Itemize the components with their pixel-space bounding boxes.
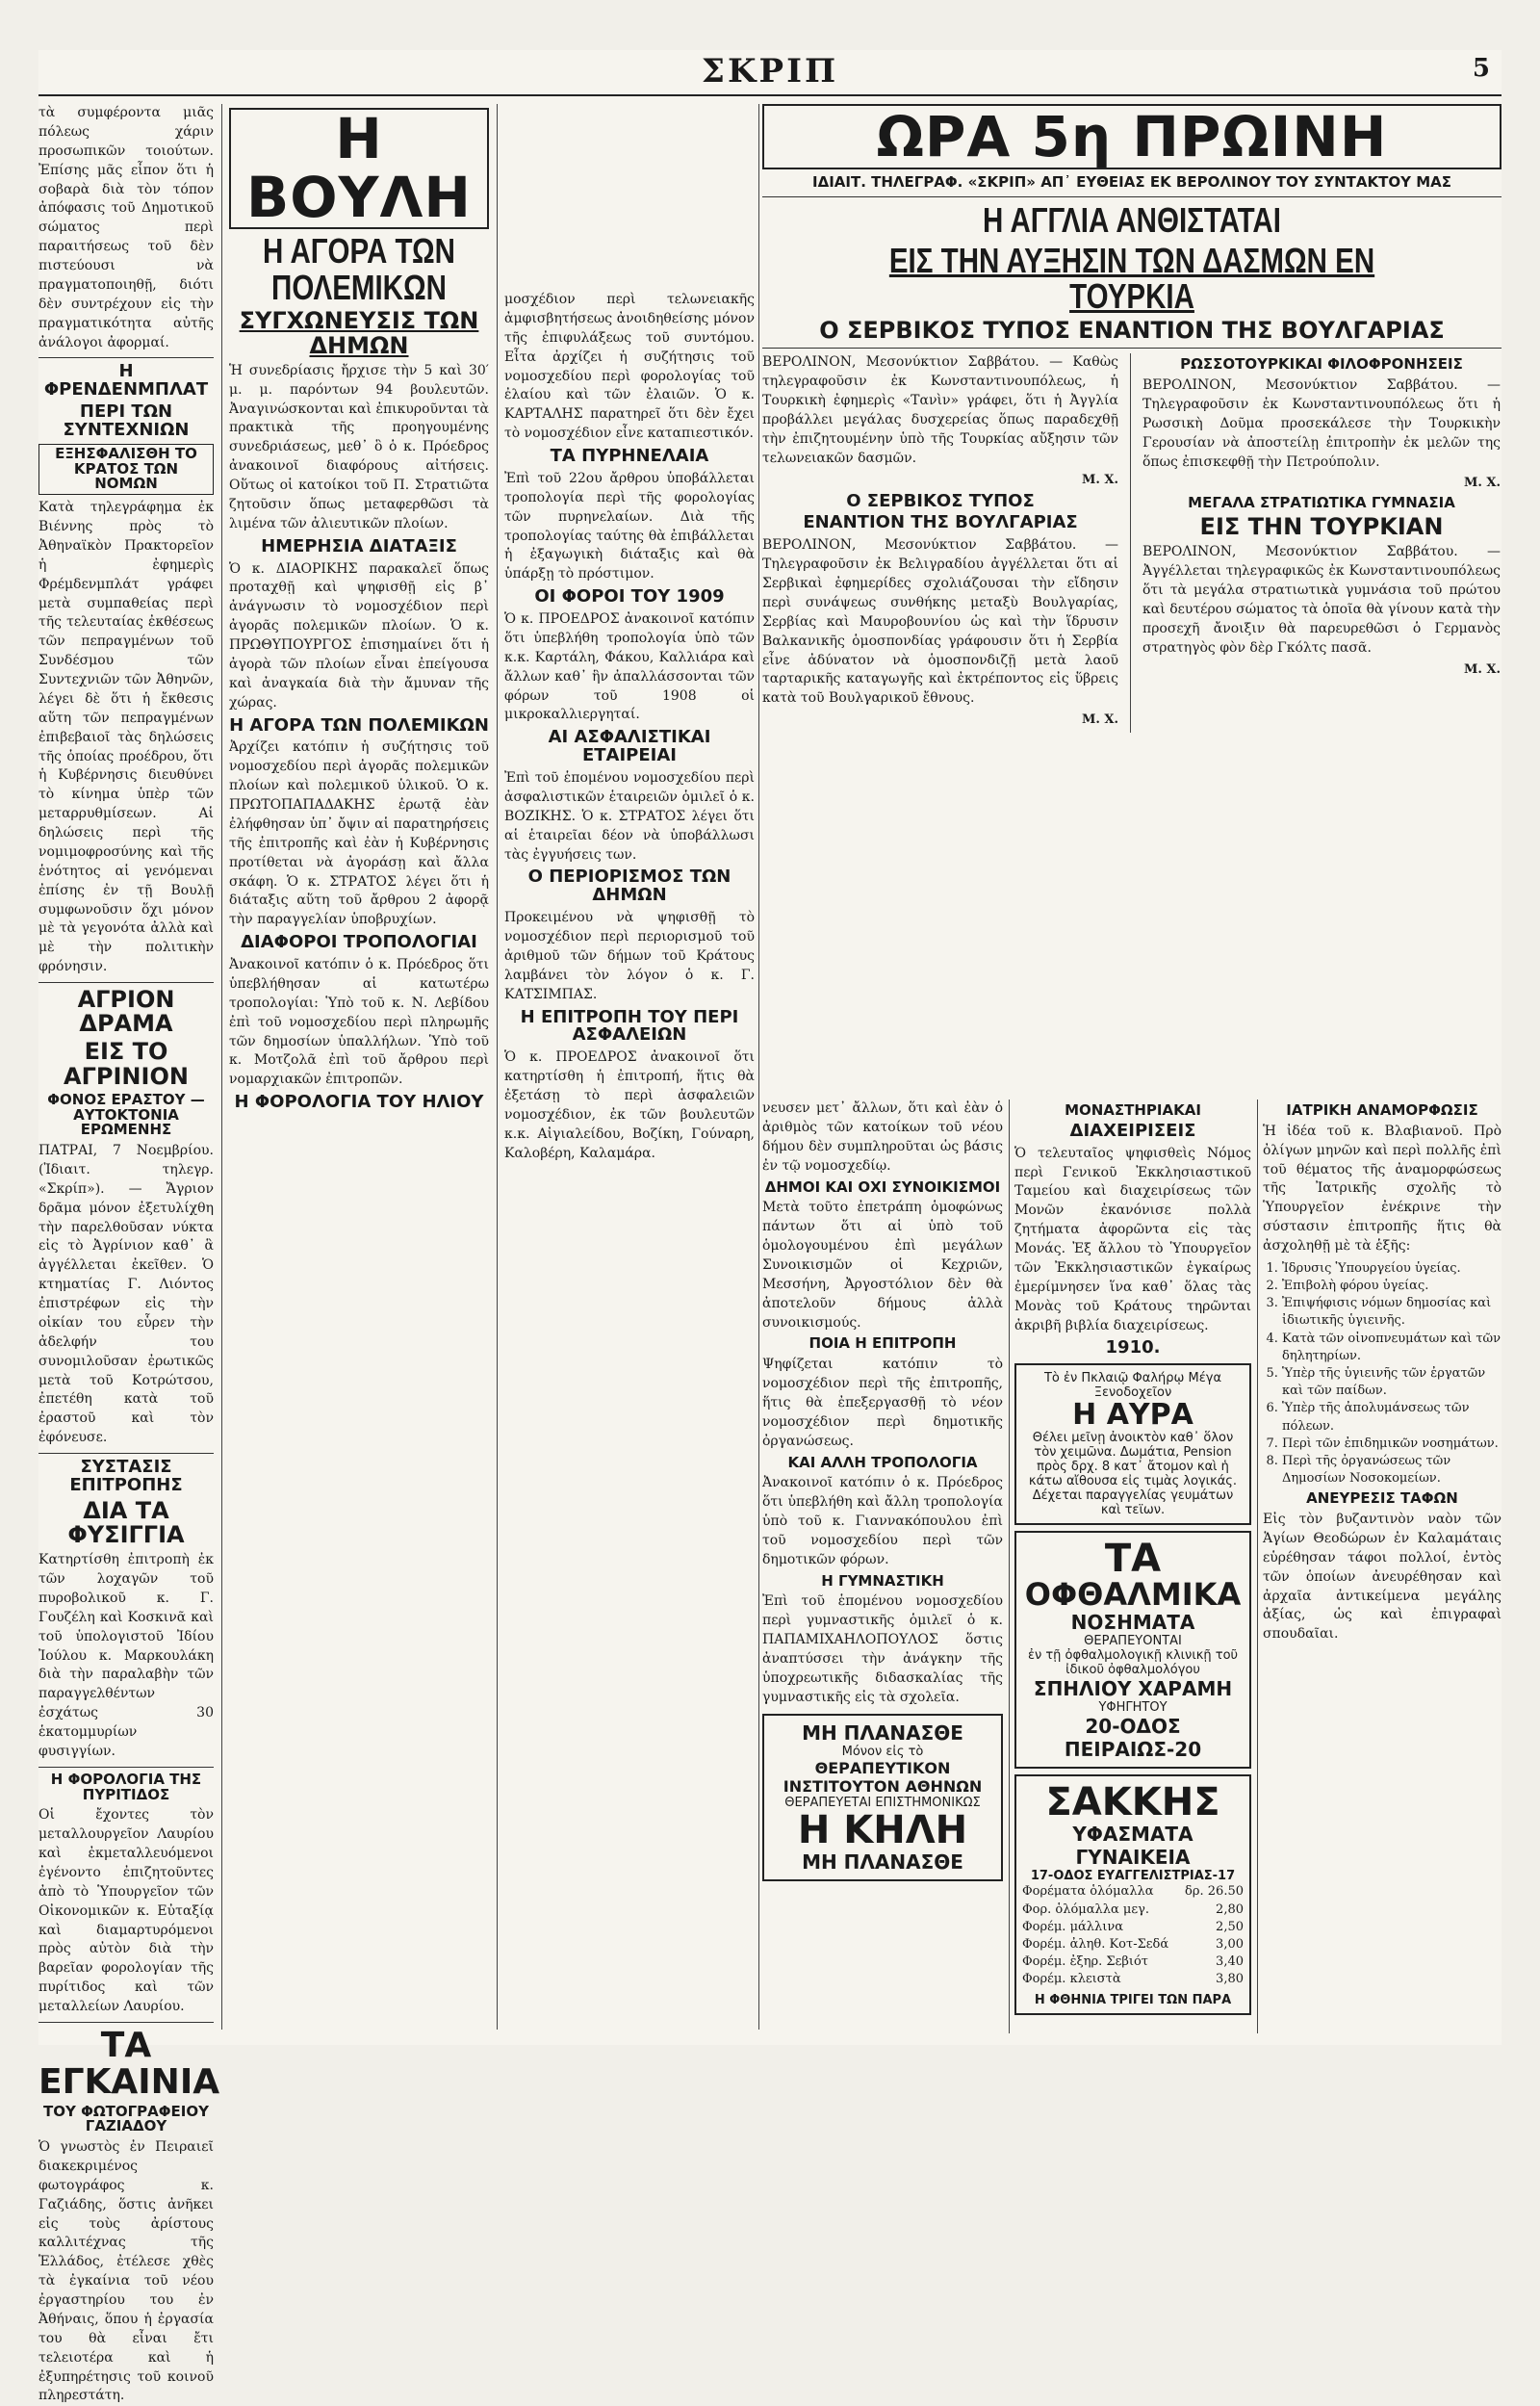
article-text: Ὁ γνωστὸς ἐν Πειραιεῖ διακεκριμένος φωτογράφος κ. Γαζιάδης, ὅστις ἀνῆκει εἰς τοὺς ἀρίστους καλλιτέχνας τῆς Ἑλλάδος, ἐτέλεσε χθὲς τὰ ἐγκαίνια τοῦ νέου ἐργαστηρίου του ἐν Ἀθήναις, ὅπου ἡ ἐργασία του θὰ εἶναι ἔτι τελειοτέρα καὶ ἡ ἐξυπηρέτησις τοῦ κοινοῦ πληρεστάτη. — [38, 2139, 214, 2404]
headline: Η ΓΥΜΝΑΣΤΙΚΗ — [821, 1571, 944, 1590]
subheadline: ΦΟΝΟΣ ΕΡΑΣΤΟΥ — ΑΥΤΟΚΤΟΝΙΑ ΕΡΩΜΕΝΗΣ — [47, 1090, 205, 1139]
list-item: 7. Περὶ τῶν ἐπιδημικῶν νοσημάτων. — [1282, 1436, 1502, 1453]
column-6 — [1014, 1100, 1251, 2033]
price-value: 3,00 — [1216, 1936, 1244, 1952]
main-headline: ΕΙΣ ΤΗΝ ΑΥΞΗΣΙΝ ΤΩΝ ΔΑΣΜΩΝ ΕΝ ΤΟΥΡΚΙΑ — [888, 240, 1375, 317]
divider — [38, 357, 214, 358]
subheadline: ΕΞΗΣΦΑΛΙΣΘΗ ΤΟ ΚΡΑΤΟΣ ΤΩΝ ΝΟΜΩΝ — [38, 444, 214, 495]
breaking-right — [1142, 353, 1501, 733]
price-row — [1022, 1971, 1244, 1988]
price-value: 3,80 — [1216, 1972, 1244, 1987]
ad-text: 20-ΟΔΟΣ ΠΕΙΡΑΙΩΣ-20 — [1064, 1715, 1202, 1762]
headline: ΜΟΝΑΣΤΗΡΙΑΚΑΙ — [1065, 1101, 1201, 1119]
headline: Η ΕΠΙΤΡΟΠΗ ΤΟΥ ΠΕΡΙ ΑΣΦΑΛΕΙΩΝ — [520, 1006, 739, 1046]
section-title: Η ΒΟΥΛΗ — [229, 108, 489, 229]
column-rule — [1257, 1100, 1258, 2033]
ad-text: Μόνον εἰς τὸ — [841, 1744, 924, 1759]
headline: ΑΙ ΑΣΦΑΛΙΣΤΙΚΑΙ ΕΤΑΙΡΕΙΑΙ — [548, 727, 711, 766]
article-text: Ἀρχίζει κατόπιν ἡ συζήτησις τοῦ νομοσχεδίου περὶ ἀγορᾶς πολεμικῶν πλοίων καὶ πολεμικοῦ ὑλικοῦ. Ὁ κ. ΠΡΩΤΟΠΑΠΑΔΑΚΗΣ ἐρωτᾷ ἐὰν ἐλήφθησαν ὑπ᾽ ὄψιν αἱ παρατηρήσεις τῆς ἐπιτροπῆς καὶ ἐὰν ἡ Κυβέρνησις προτίθεται νὰ ἀγοράσῃ καὶ ἄλλα σκάφη. Ὁ κ. ΣΤΡΑΤΟΣ λέγει ὅτι ἡ διάταξις αὕτη τοῦ ἄρθρου 2 ἀφορᾷ τὴν παραγγελίαν ὑποβρυχίων. — [229, 739, 489, 928]
article-text: ΠΑΤΡΑΙ, 7 Νοεμβρίου. (Ἰδιαιτ. τηλεγρ. «Σκρίπ»). — Ἄγριον δρᾶμα μόνον ἐξετυλίχθη τὴν παρελθοῦσαν νύκτα εἰς τὸ Ἀγρίνιον καθ᾽ ἃ ἀγγέλλεται ἐκεῖθεν. Ὁ κτηματίας Γ. Λιόντος ἐπιστρέφων εἰς τὴν οἰκίαν του εὗρεν τὴν ἀδελφήν του συνομιλοῦσαν ἐρωτικῶς μετὰ τοῦ Κοτρώτσου, ἐπετέθη κατὰ τοῦ ἐραστοῦ καὶ τὸν ἐφόνευσε. — [38, 1143, 214, 1446]
price-item: Φορ. ὁλόμαλλα μεγ. — [1022, 1902, 1149, 1917]
signature: Μ. Χ. — [1081, 472, 1118, 487]
ad-text: Θέλει μεῖνῃ ἀνοικτὸν καθ᾽ ὅλον τὸν χειμῶνα. Δωμάτια, Pension πρὸς δρχ. 8 κατ᾽ ἄτομον καὶ ἡ κάτω αἴθουσα εἰς τιμὰς λογικάς. Δέχεται παραγγελίας γευμάτων καὶ τεϊων. — [1028, 1430, 1238, 1517]
price-value: 2,50 — [1216, 1919, 1244, 1934]
divider — [762, 196, 1502, 197]
article-text: ΒΕΡΟΛΙΝΟΝ, Μεσονύκτιον Σαββάτου. — Τηλεγραφοῦσιν ἐκ Βελιγραδίου ἀγγέλλεται ὅτι αἱ Σερβικαὶ ἐφημερίδες σχολιάζουσαι τὴν εἴδησιν περὶ συνάψεως συνθήκης μεταξὺ Βουλγαρίας, Σερβίας καὶ Μαυροβουνίου ὡς καὶ τὴν ἵδρυσιν Βαλκανικῆς ὁμοσπονδίας γράφουσιν ὅτι ἡ Σερβία εἶνε ἀδύνατον νὰ ὁμοσπονδιζῇ μετὰ λαοῦ ταρταρικῆς καταγωγῆς καὶ ἐκτρέποντος εἰς ὕβρεις κατὰ τοῦ Βουλγαρικοῦ ἔθνους. — [762, 537, 1118, 707]
article-text: Εἰς τὸν βυζαντινὸν ναὸν τῶν Ἁγίων Θεοδώρων ἐν Καλαμάταις εὑρέθησαν τάφοι πολλοί, ἐντὸς τῶν ὁποίων ἀνευρέθησαν καὶ ἀρχαῖα ἀντικείμενα μεγάλης ἀξίας, ὡς καὶ ἐπιγραφαὶ σπουδαῖαι. — [1263, 1512, 1502, 1643]
headline: ΗΜΕΡΗΣΙΑ ΔΙΑΤΑΞΙΣ — [261, 535, 457, 556]
price-value: 2,80 — [1216, 1902, 1244, 1917]
headline: ΤΑ ΠΥΡΗΝΕΛΑΙΑ — [550, 446, 709, 466]
column-3 — [504, 291, 755, 2033]
headline: ΑΓΡΙΟΝ ΔΡΑΜΑ — [77, 986, 175, 1038]
ad-text: Η ΑΥΡΑ — [1072, 1398, 1194, 1433]
article-text: Ὁ κ. ΠΡΟΕΔΡΟΣ ἀνακοινοῖ κατόπιν ὅτι ὑπεβλήθη τροπολογία ὑπὸ τῶν κ.κ. Καρτάλη, Φάκου, Καλλιάρα καὶ ἄλλων καθ᾽ ἣν ἀπαλλάσσονται τῶν φόρων τοῦ 1908 οἱ μικροκαλλιεργηταί. — [504, 611, 755, 723]
subheadline: ΤΟΥ ΦΩΤΟΓΡΑΦΕΙΟΥ ΓΑΖΙΑΔΟΥ — [43, 2102, 209, 2135]
price-value: 3,40 — [1216, 1954, 1244, 1970]
breaking-left — [762, 353, 1118, 733]
price-item: Φορέμ. ἀληθ. Κοτ-Σεδά — [1022, 1936, 1169, 1952]
ad-text: ΥΦΑΣΜΑΤΑ ΓΥΝΑΙΚΕΙΑ — [1072, 1823, 1194, 1870]
headline: Η ΑΓΟΡΑ ΤΩΝ ΠΟΛΕΜΙΚΩΝ — [263, 230, 455, 307]
divider — [38, 1767, 214, 1768]
list-item: 8. Περὶ τῆς ὀργανώσεως τῶν Δημοσίων Νοσοκομείων. — [1282, 1453, 1502, 1488]
signature: Μ. Χ. — [1081, 712, 1118, 728]
headline: Ο ΠΕΡΙΟΡΙΣΜΟΣ ΤΩΝ ΔΗΜΩΝ — [527, 867, 732, 906]
masthead — [38, 50, 1502, 96]
ad-hotel-avra — [1014, 1363, 1251, 1525]
headline: Η ΦΟΡΟΛΟΓΙΑ ΤΗΣ ΠΥΡΙΤΙΔΟΣ — [50, 1770, 202, 1803]
headline: ΔΙΑ ΤΑ ΦΥΣΙΓΓΙΑ — [67, 1496, 185, 1549]
price-item: Φορέμ. ἐξηρ. Σεβιότ — [1022, 1954, 1148, 1970]
list-item: 1. Ἰδρυσις Ὑπουργείου ὑγείας. — [1282, 1260, 1502, 1278]
page-number: 5 — [1472, 54, 1490, 83]
article-text: νευσεν μετ᾽ ἄλλων, ὅτι καὶ ἐὰν ὁ ἀριθμὸς τῶν κατοίκων τοῦ νέου δήμου δὲν συμπληροῦται ὡς βάσις ἐν τῷ νομοσχεδίῳ. — [762, 1100, 1003, 1174]
headline: ΔΙΑΦΟΡΟΙ ΤΡΟΠΟΛΟΓΙΑΙ — [241, 932, 477, 953]
price-list — [1022, 1883, 1244, 1988]
ad-text: ΜΗ ΠΛΑΝΑΣΘΕ — [802, 1850, 963, 1874]
ad-sakkis — [1014, 1774, 1251, 2014]
article-text: Ἡ συνεδρίασις ἤρχισε τὴν 5 καὶ 30′ μ. μ. παρόντων 94 βουλευτῶν. Ἀναγινώσκονται καὶ ἐπικυροῦνται τὰ πρακτικὰ τῆς προηγουμένης συνεδριάσεως, μεθ᾽ ὃ ὁ κ. Πρόεδρος ἀνακοινοῖ διαφόρους αἰτήσεις. Οὕτως οἱ κατοίκοι τοῦ Π. Στρατιῶτα ζητοῦσιν ὅπως μεταφερθῶσι τὰ λιμένα τῶν ἀλιευτικῶν πλοίων. — [229, 362, 489, 531]
headline: ΣΥΣΤΑΣΙΣ ΕΠΙΤΡΟΠΗΣ — [69, 1457, 183, 1495]
reform-list — [1282, 1260, 1502, 1488]
banner — [762, 104, 1502, 169]
article-text: Προκειμένου νὰ ψηφισθῇ τὸ νομοσχέδιον περὶ περιορισμοῦ τοῦ ἀριθμοῦ τῶν δήμων τοῦ Κράτους λαμβάνει τὸν λόγον ὁ κ. Γ. ΚΑΤΣΙΜΠΑΣ. — [504, 910, 755, 1002]
article-text: Οἱ ἔχοντες τὸν μεταλλουργεῖον Λαυρίου καὶ ἐκμεταλλευόμενοι ἐγένοντο ἐπιζητοῦντες ἀπὸ τὸ Ὑπουργεῖον τῶν Οἰκονομικῶν κ. Εὐταξίᾳ καὶ διαμαρτυρόμενοι πρὸς αὐτὸν διὰ τὴν βαρεῖαν φορολογίαν τῆς πυρίτιδος καὶ τῶν μεταλλείων Λαυρίου. — [38, 1807, 214, 2015]
main-headline: Η ΑΓΓΛΙΑ ΑΝΘΙΣΤΑΤΑΙ — [983, 199, 1281, 240]
article-text: Κατὰ τηλεγράφημα ἐκ Βιέννης πρὸς τὸ Ἀθηναϊκὸν Πρακτορεῖον ἡ ἐφημερὶς Φρέμδενμπλάτ γράφει μετὰ συμπαθείας περὶ τῆς τελευταίας ἐκθέσεως τῶν πεπραγμένων τοῦ Συνδέσμου τῶν Συντεχνιῶν τῶν Ἀθηνῶν, λέγει δὲ ὅτι ἡ ἔκθεσις αὕτη τῶν πεπραγμένων ἐπιβεβαιοῖ τὰς δηλώσεις τῆς ὁποίας προέδρου, ὅτι ἡ Κυβέρνησις διευθύνει τὸ κίνημα ὑπὲρ τῶν μεταρρυθμίσεων. Αἱ δηλώσεις περὶ τῆς νομιμοφροσύνης καὶ τῆς ἑνότητος αἱ γενόμεναι ἐπίσης ἐν τῇ Βουλῇ συμφωνοῦσιν ὅχι μόνον μὲ τὰ γεγονότα ἀλλὰ καὶ μὲ τὴν πολιτικὴν φρόνησιν. — [38, 500, 214, 975]
article-text: ΒΕΡΟΛΙΝΟΝ, Μεσονύκτιον Σαββάτου. — Τηλεγραφοῦσιν ἐκ Κωνσταντινουπόλεως ὅτι ἡ Ρωσσικὴ Δοῦμα προσεκάλεσε τὴν Τουρκικὴν Γερουσίαν νὰ ἀποστείλῃ ἐπιτροπὴν ἐκ μελῶν της ὅπως ἐπισκεφθῇ τὴν Πετρούπολιν. — [1142, 377, 1501, 470]
list-item: 5. Ὑπὲρ τῆς ὑγιεινῆς τῶν ἐργατῶν καὶ τῶν παίδων. — [1282, 1365, 1502, 1400]
list-item: 6. Ὑπὲρ τῆς ἀπολυμάνσεως τῶν πόλεων. — [1282, 1400, 1502, 1435]
article-text: Ἀνακοινοῖ κατόπιν ὁ κ. Πρόεδρος ὅτι ὑπεβλήθη καὶ ἄλλη τροπολογία ὑπὸ τοῦ κ. Γιαννακόπουλου ἐπὶ τοῦ νομοσχεδίου περὶ τῶν δημοτικῶν φόρων. — [762, 1475, 1003, 1567]
ad-text: ἐν τῇ ὀφθαλμολογικῇ κλινικῇ τοῦ ἰδικοῦ ὀφθαλμολόγου — [1027, 1648, 1239, 1678]
column-7 — [1263, 1100, 1502, 2033]
column-rule — [1009, 1100, 1010, 2033]
headline: ΔΗΜΟΙ ΚΑΙ ΟΧΙ ΣΥΝΟΙΚΙΣΜΟΙ — [764, 1177, 1001, 1196]
ad-text: ΥΦΗΓΗΤΟΥ — [1098, 1700, 1168, 1716]
article-text: Ἐπὶ τοῦ ἑπομένου νομοσχεδίου περὶ γυμναστικῆς ὁμιλεῖ ὁ κ. ΠΑΠΑΜΙΧΑΗΛΟΠΟΥΛΟΣ ὅστις ἀναπτύσσει τὴν ἀνάγκην τῆς ὑποχρεωτικῆς διδασκαλίας τῆς γυμναστικῆς εἰς τὰ σχολεῖα. — [762, 1593, 1003, 1705]
ad-text: Η ΚΗΛΗ — [797, 1807, 968, 1852]
price-row — [1022, 1919, 1244, 1936]
headline: ΔΙΑΧΕΙΡΙΣΕΙΣ — [1069, 1120, 1196, 1141]
column-rule — [758, 104, 759, 2030]
article-text: ΒΕΡΟΛΙΝΟΝ, Μεσονύκτιον Σαββάτου. — Καθὼς τηλεγραφοῦσιν ἐκ Κωνσταντινουπόλεως, ἡ Τουρκικὴ ἐφημερὶς «Τανὶν» γράφει, ὅτι ἡ Ἀγγλία προβάλλει μεγάλας δυσχερείας ὅπως παραδεχθῇ τὴν ἐπιζητουμένην ὑπὸ τῆς Τουρκίας αὔξησιν τῶν τελωνειακῶν δασμῶν. — [762, 354, 1118, 466]
divider — [38, 2022, 214, 2023]
list-item: 2. Ἐπιβολὴ φόρου ὑγείας. — [1282, 1278, 1502, 1295]
headline: ΚΑΙ ΑΛΛΗ ΤΡΟΠΟΛΟΓΙΑ — [787, 1453, 978, 1471]
ad-text: ΘΕΡΑΠΕΥΟΝΤΑΙ — [1084, 1634, 1182, 1649]
ad-text: Τὸ ἐν Πκλαιῷ Φαλήρῳ Μέγα Ξενοδοχεῖον — [1043, 1371, 1222, 1401]
column-5 — [762, 1100, 1003, 2033]
headline: Η ΑΓΟΡΑ ΤΩΝ ΠΟΛΕΜΙΚΩΝ — [229, 714, 489, 736]
headline: ΜΕΓΑΛΑ ΣΤΡΑΤΙΩΤΙΚΑ ΓΥΜΝΑΣΙΑ — [1188, 494, 1455, 512]
price-item: Φορέμ. μάλλινα — [1022, 1919, 1124, 1934]
price-row — [1022, 1902, 1244, 1919]
banner-subtitle: ΙΔΙΑΙΤ. ΤΗΛΕΓΡΑΦ. «ΣΚΡΙΠ» ΑΠ᾽ ΕΥΘΕΙΑΣ ΕΚ ΒΕΡΟΛΙΝΟΥ ΤΟΥ ΣΥΝΤΑΚΤΟΥ ΜΑΣ — [812, 173, 1451, 191]
list-item: 4. Κατὰ τῶν οἰνοπνευμάτων καὶ τῶν δηλητηρίων. — [1282, 1331, 1502, 1365]
divider — [762, 348, 1502, 349]
price-row — [1022, 1936, 1244, 1953]
article-text: Ἡ ἰδέα τοῦ κ. Βλαβιανοῦ. Πρὸ ὀλίγων μηνῶν καὶ περὶ πολλῆς ἐπὶ τοῦ θέματος τῆς ἀναμορφώσεως τῆς Ἰατρικῆς σχολῆς τὸ Ὑπουργεῖον ἐνέκρινε τὴν σύστασιν ἐπιτροπῆς ἥτις θὰ ἀσχοληθῇ μὲ τὰ ἑξῆς: — [1263, 1123, 1502, 1254]
headline: Η ΦΡΕΝΔΕΝΜΠΛΑΤ — [43, 361, 209, 401]
column-rule — [1130, 353, 1131, 733]
headline: ΟΙ ΦΟΡΟΙ ΤΟΥ 1909 — [534, 586, 725, 608]
headline: ΕΙΣ ΤΟ ΑΓΡΙΝΙΟΝ — [64, 1038, 189, 1090]
subheadline: ΣΥΓΧΩΝΕΥΣΙΣ ΤΩΝ ΔΗΜΩΝ — [239, 307, 479, 359]
headline: ΙΑΤΡΙΚΗ ΑΝΑΜΟΡΦΩΣΙΣ — [1286, 1101, 1478, 1119]
divider — [38, 1453, 214, 1454]
newspaper-name: ΣΚΡΙΠ — [701, 52, 839, 91]
breaking-columns — [762, 353, 1502, 733]
headline: Ο ΣΕΡΒΙΚΟΣ ΤΥΠΟΣ — [846, 490, 1035, 511]
ad-text: ΤΑ — [1104, 1536, 1162, 1581]
price-item: Φορέματα ὁλόμαλλα — [1022, 1884, 1154, 1900]
article-text: Κατηρτίσθη ἐπιτροπὴ ἐκ τῶν λοχαγῶν τοῦ πυροβολικοῦ κ. Γ. Γουζέλη καὶ Κοσκινᾶ καὶ τοῦ ὑπολογιστοῦ Ἰδίου Ἰούλου κ. Μαρκουλάκη διὰ τὴν παραλαβὴν τῶν παραγγελθέντων ἐσχάτως 30 ἑκατομμυρίων φυσιγγίων. — [38, 1552, 214, 1759]
headline: ΡΩΣΣΟΤΟΥΡΚΙΚΑΙ ΦΙΛΟΦΡΟΝΗΣΕΙΣ — [1180, 355, 1463, 374]
article-text: Ὁ κ. ΠΡΟΕΔΡΟΣ ἀνακοινοῖ ὅτι κατηρτίσθη ἡ ἐπιτροπή, ἥτις θὰ ἐξετάσῃ τὸ περὶ ἀσφαλειῶν νομοσχέδιον, ἐκ τῶν βουλευτῶν κ.κ. Αἰγιαλείδου, Βοζίκη, Γούναρη, Καλοβέρη, Καλαμάρα. — [504, 1049, 755, 1161]
column-1 — [38, 104, 220, 2404]
subheadline: Ο ΣΕΡΒΙΚΟΣ ΤΥΠΟΣ ΕΝΑΝΤΙΟΝ ΤΗΣ ΒΟΥΛΓΑΡΙΑΣ — [819, 317, 1445, 345]
ad-text: ΣΑΚΚΗΣ — [1045, 1780, 1220, 1825]
article-text: Ὁ κ. ΔΙΑΟΡΙΚΗΣ παρακαλεῖ ὅπως προταχθῇ καὶ ψηφισθῇ εἰς β᾽ ἀνάγνωσιν τὸ νομοσχέδιον περὶ ἀγορᾶς πολεμικῶν πλοίων. Ὁ κ. ΠΡΩΘΥΠΟΥΡΓΟΣ ἐπισημαίνει ὅτι ἡ ἀγορὰ τῶν πλοίων εἶναι ἐπείγουσα καὶ ἀναγκαία διὰ τὴν ἄμυναν τῆς χώρας. — [229, 560, 489, 711]
price-row — [1022, 1883, 1244, 1901]
headline: ΠΟΙΑ Η ΕΠΙΤΡΟΠΗ — [808, 1334, 957, 1353]
price-value: δρ. 26.50 — [1185, 1884, 1244, 1900]
breaking-news-section — [762, 104, 1502, 733]
ad-text: ΜΗ ΠΛΑΝΑΣΘΕ — [802, 1720, 963, 1745]
banner-title: ΩΡΑ 5η ΠΡΩΙΝΗ — [876, 103, 1388, 169]
article-text: Ψηφίζεται κατόπιν τὸ νομοσχέδιον περὶ τῆς ἐπιτροπῆς, ἥτις θὰ ἐπεξεργασθῇ τὸ νέον νομοσχέδιον περὶ δημοτικῆς ὀργανώσεως. — [762, 1357, 1003, 1449]
article-text: Ὁ τελευταῖος ψηφισθεὶς Νόμος περὶ Γενικοῦ Ἐκκλησιαστικοῦ Ταμείου καὶ διαχειρίσεως τῶν Μονῶν ἐκανόνισε πολλὰ ζητήματα ἀφορῶντα εἰς τὰς Μονάς. Ἐξ ἄλλου τὸ Ὑπουργεῖον τῶν Ἐκκλησιαστικῶν ἐγκαίρως ἐμερίμνησεν ἵνα καθ᾽ ὅλας τὰς Μονὰς τοῦ Κράτους τηρῶνται ἀκριβῆ βιβλία διαχειρίσεως. — [1014, 1145, 1251, 1333]
newspaper-page — [38, 50, 1502, 2404]
ad-text: 17-ΟΔΟΣ ΕΥΑΓΓΕΛΙΣΤΡΙΑΣ-17 — [1030, 1869, 1236, 1884]
headline: Η ΦΟΡΟΛΟΓΙΑ ΤΟΥ ΗΛΙΟΥ — [234, 1092, 484, 1113]
ad-text: ΣΠΗΛΙΟΥ ΧΑΡΑΜΗ — [1033, 1677, 1233, 1701]
column-2 — [229, 104, 489, 2039]
ad-text: ΘΕΡΑΠΕΥΤΙΚΟΝ ΙΝΣΤΙΤΟΥΤΟΝ ΑΘΗΝΩΝ — [783, 1758, 983, 1796]
headline: 1910. — [1105, 1337, 1161, 1358]
ad-ophthalmology — [1014, 1531, 1251, 1770]
headline: ΑΝΕΥΡΕΣΙΣ ΤΑΦΩΝ — [1306, 1489, 1458, 1508]
headline: ΠΕΡΙ ΤΩΝ ΣΥΝΤΕΧΝΙΩΝ — [63, 401, 190, 441]
article-text: Ἀνακοινοῖ κατόπιν ὁ κ. Πρόεδρος ὅτι ὑπεβλήθησαν αἱ κατωτέρω τροπολογίαι: Ὑπὸ τοῦ κ. Ν. Λεβίδου ἐπὶ τοῦ νομοσχεδίου περὶ πληρωμῆς τῶν δημοσίων ὑπαλλήλων. Ὑπὸ τοῦ κ. Μοτζολᾶ ἐπὶ τοῦ ἄρθρου περὶ νομαρχιακῶν ἐπιτροπῶν. — [229, 957, 489, 1088]
article-text: Ἐπὶ τοῦ 22ου ἄρθρου ὑποβάλλεται τροπολογία περὶ τῆς φορολογίας τῶν πυρηνελαίων. Διὰ τῆς τροπολογίας ταύτης θὰ ἐπιβάλλεται ἡ ἐξαγωγικὴ διάταξις καὶ θὰ ὑπάρξῃ τὸ πρόστιμον. — [504, 470, 755, 582]
signature: Μ. Χ. — [1463, 661, 1501, 677]
article-text: Ἐπὶ τοῦ ἑπομένου νομοσχεδίου περὶ ἀσφαλιστικῶν ἑταιρειῶν ὁμιλεῖ ὁ κ. ΒΟΖΙΚΗΣ. Ὁ κ. ΣΤΡΑΤΟΣ λέγει ὅτι αἱ ἑταιρεῖαι δέον νὰ ὑποβάλλωσι τὰς ἐγγυήσεις των. — [504, 770, 755, 863]
article-text: τὰ συμφέροντα μιᾶς πόλεως χάριν προσωπικῶν τοιούτων. Ἐπίσης μᾶς εἶπον ὅτι ἡ σοβαρὰ διὰ τὸν τόπον ἀπόφασις τοῦ Δημοτικοῦ σώματος περὶ παραιτήσεως τοῦ δὲν πιστεύουσι νὰ πραγματοποιηθῇ, διότι δὲν συντρέχουν εἰς τὴν πραγματικότητα αὐτῆς ἀνάλογοι ἀφορμαί. — [38, 105, 214, 350]
article-text: Μετὰ τοῦτο ἐπετράπη ὁμοφώνως πάντων ὅτι αἱ ὑπὸ τοῦ ὁμολογουμένου ἐπὶ μεγάλων Συνοικισμῶν οἱ Κεχριῶν, Μεσσήνη, Ἀργοστόλιον δὲν θὰ ἀποτελοῦν δήμους ἀλλὰ συνοικισμούς. — [762, 1200, 1003, 1331]
list-item: 3. Ἐπιψήφισις νόμων δημοσίας καὶ ἰδιωτικῆς ὑγιεινῆς. — [1282, 1295, 1502, 1330]
ad-text: ΘΕΡΑΠΕΥΕΤΑΙ ΕΠΙΣΤΗΜΟΝΙΚΩΣ — [784, 1795, 981, 1810]
divider — [38, 982, 214, 983]
ad-text: ΟΦΘΑΛΜΙΚΑ — [1024, 1575, 1242, 1613]
ad-text: Η ΦΘΗΝΙΑ ΤΡΙΓΕΙ ΤΩΝ ΠΑΡΑ — [1034, 1992, 1232, 2007]
ad-text: ΝΟΣΗΜΑΤΑ — [1070, 1611, 1195, 1635]
headline: ΤΑ ΕΓΚΑΙΝΙΑ — [38, 2025, 220, 2102]
ad-therapeutic-institute — [762, 1714, 1003, 1881]
article-text: μοσχέδιον περὶ τελωνειακῆς ἀμφισβητήσεως ἀνοιδηθείσης μόνον τῆς ἐπιφυλάξεως τοῦ συντόμου. Εἶτα ἀρχίζει ἡ συζήτησις τοῦ νομοσχεδίου περὶ φορολογίας τοῦ ἐλαίου καὶ τῶν ἐλαιῶν. Ὁ κ. ΚΑΡΤΑΛΗΣ παρατηρεῖ ὅτι δὲν ἔχει τὸ νομοσχέδιον εἶνε καταπιεστικόν. — [504, 292, 755, 442]
price-item: Φορέμ. κλειστὰ — [1022, 1972, 1121, 1987]
price-row — [1022, 1953, 1244, 1971]
headline: ΕΙΣ ΤΗΝ ΤΟΥΡΚΙΑΝ — [1199, 513, 1444, 541]
headline: ΕΝΑΝΤΙΟΝ ΤΗΣ ΒΟΥΛΓΑΡΙΑΣ — [803, 512, 1078, 533]
column-rule — [221, 104, 222, 2030]
column-rule — [497, 104, 498, 2030]
signature: Μ. Χ. — [1463, 476, 1501, 491]
article-text: ΒΕΡΟΛΙΝΟΝ, Μεσονύκτιον Σαββάτου. — Ἀγγέλλεται τηλεγραφικῶς ἐκ Κωνσταντινουπόλεως ὅτι τὰ μεγάλα στρατιωτικὰ γυμνάσια τοῦ πρώτου καὶ δευτέρου σώματος τὰ ὁποῖα θὰ γίνουν κατὰ τὴν προσεχῆ ἄνοιξιν θὰ παρευρεθῶσι ὁ Γερμανὸς στρατηγὸς φὸν δὲρ Γκόλτς πασᾶ. — [1142, 544, 1501, 656]
